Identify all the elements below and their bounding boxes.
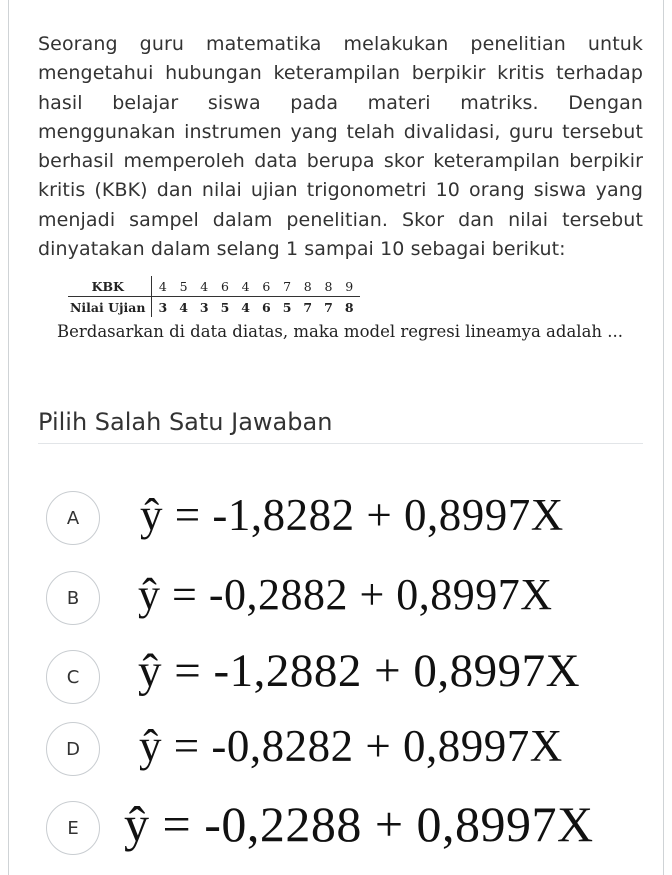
question-text: Seorang guru matematika melakukan penelitian untuk mengetahui hubungan keterampilan berpikir kritis terhadap hasil belajar siswa pada materi matriks. Dengan menggunakan instrumen yang telah divalidasi, guru tersebut berhasil memperoleh data berupa skor keterampilan berpikir kritis (KBK) dan nilai ujian trigonometri 10 orang siswa yang menjadi sampel dalam penelitian. Skor dan nilai tersebut dinyatakan dalam selang 1 sampai 10 sebagai berikut:: [38, 33, 643, 261]
data-table: [68, 276, 360, 317]
option-letter-badge[interactable]: E: [46, 801, 100, 855]
option-e[interactable]: [46, 796, 626, 861]
nilai-value: 3: [158, 299, 168, 315]
option-formula: ŷ = -0,2882 + 0,8997X: [138, 570, 553, 619]
row-label-nilai-ujian: Nilai Ujian: [68, 297, 152, 318]
nilai-value: 4: [179, 299, 188, 315]
nilai-value: 7: [324, 299, 333, 315]
option-letter-badge[interactable]: A: [46, 491, 100, 545]
option-c[interactable]: [46, 645, 626, 710]
option-d[interactable]: [46, 722, 626, 782]
section-divider: [38, 443, 643, 444]
kbk-value: 5: [173, 276, 194, 297]
nilai-value: 6: [262, 299, 271, 315]
kbk-value: 7: [277, 276, 298, 297]
nilai-value: 4: [241, 299, 250, 315]
table-row-nilai-ujian: [68, 297, 360, 318]
kbk-value: 6: [215, 276, 236, 297]
kbk-value: 6: [256, 276, 277, 297]
kbk-value: 8: [318, 276, 339, 297]
kbk-value: 4: [152, 276, 173, 297]
option-formula: ŷ = -0,8282 + 0,8997X: [139, 721, 563, 771]
option-formula: ŷ = -1,8282 + 0,8997X: [140, 490, 564, 540]
nilai-value: 5: [282, 299, 292, 315]
option-letter-badge[interactable]: D: [46, 722, 100, 776]
kbk-value: 4: [194, 276, 215, 297]
kbk-value: 9: [339, 276, 360, 297]
kbk-value: 4: [235, 276, 256, 297]
row-label-kbk: KBK: [68, 276, 152, 297]
option-a[interactable]: [46, 491, 626, 551]
option-b[interactable]: [46, 571, 626, 631]
section-title: Pilih Salah Satu Jawaban: [38, 408, 333, 436]
option-formula: ŷ = -1,2882 + 0,8997X: [138, 645, 581, 697]
option-letter-badge[interactable]: C: [46, 650, 100, 704]
nilai-value: 5: [220, 299, 230, 315]
option-letter-badge[interactable]: B: [46, 571, 100, 625]
table-row-kbk: [68, 276, 360, 297]
nilai-value: 3: [199, 299, 209, 315]
nilai-value: 8: [344, 299, 354, 315]
nilai-value: 7: [303, 299, 313, 315]
option-formula: ŷ = -0,2288 + 0,8997X: [124, 796, 594, 852]
kbk-value: 8: [297, 276, 318, 297]
question-prompt: Berdasarkan di data diatas, maka model regresi lineamya adalah ...: [57, 322, 624, 341]
